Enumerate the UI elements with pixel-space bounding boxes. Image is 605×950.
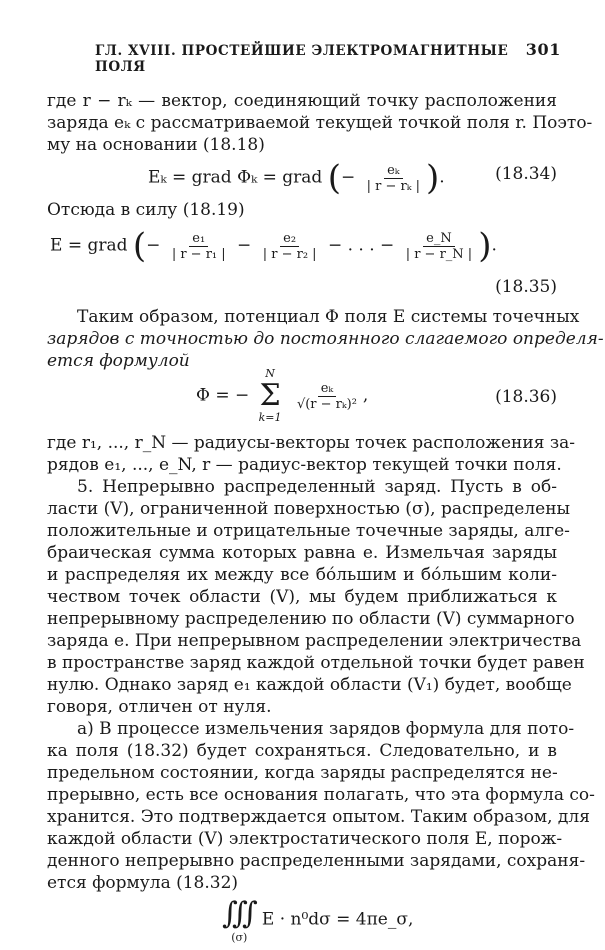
chapter-title: ГЛ. XVIII. ПРОСТЕЙШИЕ ЭЛЕКТРОМАГНИТНЫЕ ПОЛЯ: [95, 43, 509, 75]
equation-surface-integral: [222, 896, 413, 944]
text-line: Отсюда в силу (18.19): [47, 200, 245, 220]
equation-number: (18.36): [495, 387, 557, 407]
fraction: $\frac{\text{eₖ}}{\text{√(r − rₖ)²}}$: [296, 380, 357, 412]
text-line: ка поля (18.32) будет сохраняться. Следовательно, и в: [47, 741, 557, 761]
text-line: в пространстве заряд каждой отдельной точки будет равен: [47, 653, 585, 673]
text-line: заряда eₖ с рассматриваемой текущей точкой поля r. Поэто-: [47, 113, 593, 133]
text-line: нулю. Однако заряд e₁ каждой области (V₁) будет, вообще: [47, 675, 572, 695]
surface-integral-symbol: ∭ (σ): [222, 896, 249, 944]
text-line: каждой области (V) электростатического поля E, порож-: [47, 829, 563, 849]
text-line: предельном состоянии, когда заряды распределятся не-: [47, 763, 558, 783]
integral-body: E · n⁰dσ = 4πe_σ,: [261, 909, 414, 930]
text-line: и распределяя их между все бо́льшим и бо́льшим коли-: [47, 565, 557, 585]
sum-symbol: N Σ k=1: [258, 367, 282, 424]
page-number: 301: [525, 40, 561, 59]
equation-18-34: Eₖ = grad Φₖ = grad (− $\frac{\text{eₖ}}{\text{| r − rₖ |}}$ ).: [148, 158, 445, 198]
text-line: где r − rₖ — вектор, соединяющий точку расположения: [47, 91, 557, 111]
text-line: зарядов с точностью до постоянного слагаемого определя-: [47, 329, 604, 349]
eq-lhs: E = grad: [50, 235, 128, 256]
text-line: ется формулой: [47, 351, 190, 371]
text-line: положительные и отрицательные точечные заряды, алге-: [47, 521, 570, 541]
text-line: а) В процессе измельчения зарядов формула для пото-: [77, 719, 575, 739]
text-line: прерывно, есть все основания полагать, что эта формула со-: [47, 785, 595, 805]
text-line: денного непрерывно распределенными зарядами, сохраня-: [47, 851, 586, 871]
text-line: ласти (V), ограниченной поверхностью (σ), распределены: [47, 499, 571, 519]
text-line: где r₁, ..., r_N — радиусы-векторы точек расположения за-: [47, 433, 575, 453]
text-line: рядов e₁, ..., e_N, r — радиус-вектор текущей точки поля.: [47, 455, 562, 475]
text-line: ется формула (18.32): [47, 873, 239, 893]
text-line: браическая сумма которых равна e. Измельчая заряды: [47, 543, 557, 563]
fraction: $\frac{\text{eₖ}}{\text{| r − rₖ |}}$: [366, 162, 420, 194]
fraction: $\frac{e\_N}{| r - r\_N |}$: [405, 230, 473, 262]
fraction: $\frac{\text{e₂}}{\text{| r − r₂ |}}$: [262, 230, 317, 262]
text-line: непрерывному распределению по области (V) суммарного: [47, 609, 575, 629]
text-line: заряда e. При непрерывном распределении электричества: [47, 631, 582, 651]
text-line: му на основании (18.18): [47, 135, 265, 155]
eq-lhs: Φ = −: [196, 385, 250, 406]
equation-number: (18.35): [495, 277, 557, 297]
running-header: [95, 40, 561, 75]
text-line: Таким образом, потенциал Φ поля E системы точечных: [77, 307, 580, 327]
eq-lhs: Eₖ = grad Φₖ = grad: [148, 167, 323, 188]
equation-18-36: Φ = − N Σ k=1 $\frac{\text{eₖ}}{\text{√(r − rₖ)²}}$ ,: [196, 367, 369, 424]
text-line: говоря, отличен от нуля.: [47, 697, 272, 717]
fraction: $\frac{\text{e₁}}{\text{| r − r₁ |}}$: [171, 230, 226, 262]
equation-18-35: E = grad (− $\frac{\text{e₁}}{\text{| r − r₁ |}}$ − $\frac{\text{e₂}}{\text{| r − r₂ |}}$ − . . . − $\frac{e\_N}{| r - r\_N |}$ ).: [50, 226, 497, 266]
text-line: 5. Непрерывно распределенный заряд. Пусть в об-: [77, 477, 557, 497]
text-line: чеством точек области (V), мы будем приближаться к: [47, 587, 557, 607]
equation-number: (18.34): [495, 164, 557, 184]
text-line: хранится. Это подтверждается опытом. Таким образом, для: [47, 807, 590, 827]
